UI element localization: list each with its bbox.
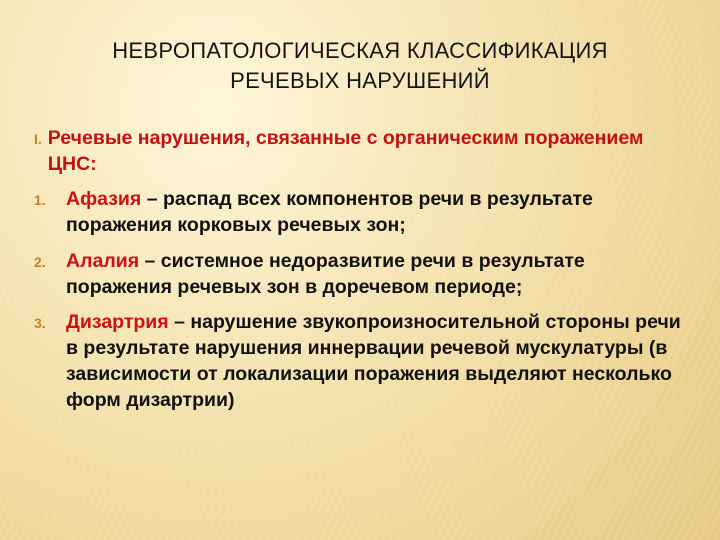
slide-title [18, 36, 702, 97]
slide-content [34, 126, 694, 423]
list-item-3 [34, 310, 694, 413]
numbered-list [34, 187, 694, 413]
section-number: I. [34, 131, 42, 147]
section-text: Речевые нарушения, связанные с органическим поражением ЦНС: [47, 127, 644, 175]
item-description: нарушение звукопроизносительной стороны речи в результате нарушения иннервации речевой мускулатуры (в зависимости от локализации поражения выделяют несколько форм дизартрии) [66, 311, 681, 411]
item-description: распад всех компонентов речи в результате поражения корковых речевых зон; [66, 188, 593, 237]
item-term: Алалия [66, 249, 140, 272]
item-number: 1. [34, 192, 46, 209]
item-term: Афазия [66, 188, 142, 211]
section-heading [34, 126, 694, 177]
item-number: 2. [34, 253, 46, 270]
item-text [66, 310, 694, 413]
item-number: 3. [34, 315, 46, 332]
list-item-2 [34, 249, 694, 300]
item-separator: – [168, 311, 191, 334]
item-text [66, 187, 694, 238]
slide-title-line-1: НЕВРОПАТОЛОГИЧЕСКАЯ КЛАССИФИКАЦИЯ [112, 38, 608, 63]
item-description: системное недоразвитие речи в результате поражения речевых зон в доречевом периоде; [66, 249, 585, 298]
item-separator: – [139, 249, 161, 272]
item-text [66, 249, 694, 300]
item-term: Дизартрия [66, 311, 169, 334]
item-separator: – [141, 188, 163, 211]
slide-title-line-2: РЕЧЕВЫХ НАРУШЕНИЙ [230, 68, 490, 94]
list-item-1 [34, 187, 694, 238]
